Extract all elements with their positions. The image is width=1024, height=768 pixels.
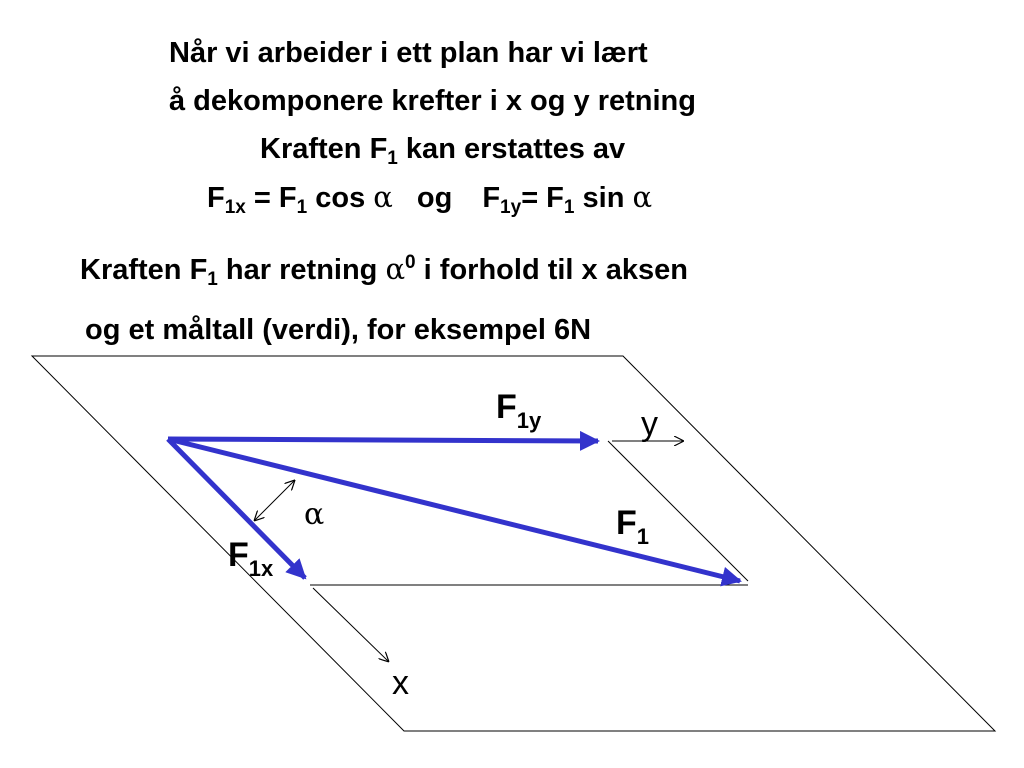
y-axis-label: y [641, 405, 658, 443]
f1x-label: $F_{1x}$ [228, 536, 274, 581]
text-line-4: $F_{1x} = F_1$ cos α og $F_{1y}= F_1$ sin α [207, 180, 653, 218]
f1-label: $F_1$ [616, 504, 650, 549]
text-line-1: Når vi arbeider i ett plan har vi lært [169, 37, 648, 69]
alpha-angle-arrow [254, 480, 295, 521]
f1y-vector [168, 439, 598, 441]
alpha-symbol: α [632, 180, 653, 214]
f1y-label: $F_{1y}$ [496, 388, 542, 433]
x-axis-label: x [392, 664, 409, 702]
text-line-3: Kraften $F_1$ kan erstattes av [260, 133, 626, 169]
text-line-2: å dekomponere krefter i x og y retning [169, 85, 696, 117]
text-line-5: Kraften $F_1$ har retning $\alpha^0$ i forhold til x aksen [80, 252, 688, 290]
alpha-symbol: α [385, 252, 406, 286]
alpha-label: α [304, 497, 325, 532]
alpha-symbol: α [373, 180, 393, 214]
text-line-6: og et måltall (verdi), for eksempel 6N [85, 314, 592, 346]
